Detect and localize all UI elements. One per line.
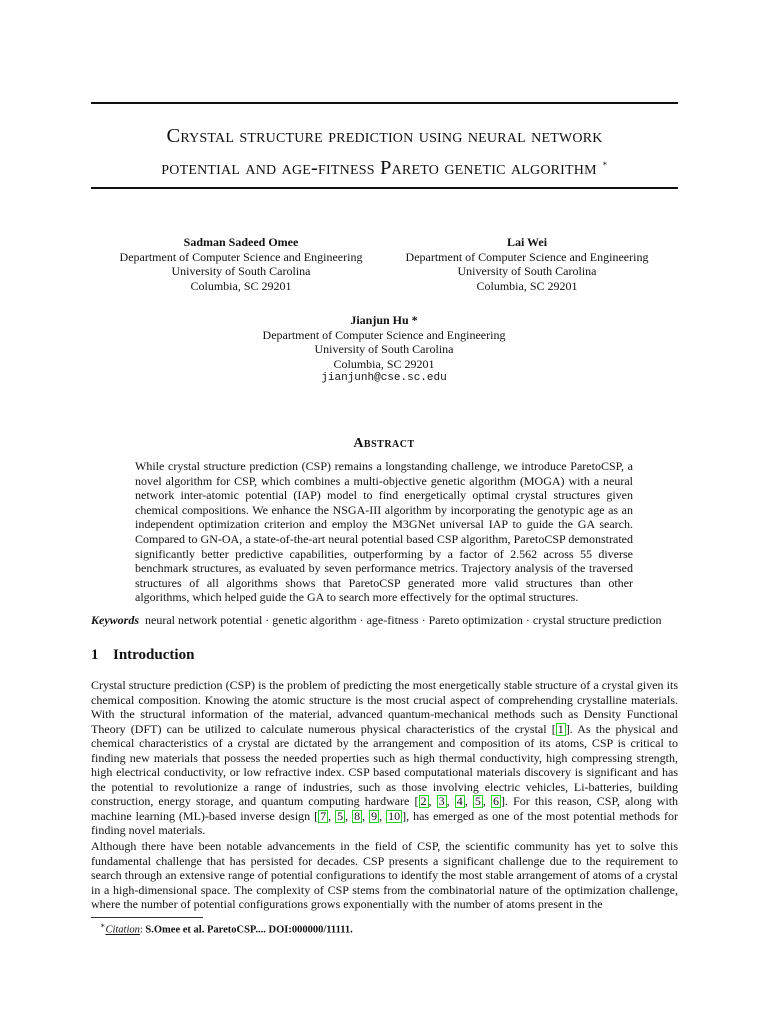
author-city: Columbia, SC 29201: [476, 278, 578, 293]
citation-link[interactable]: 3: [438, 794, 445, 809]
paper-title: [91, 122, 678, 182]
author-block-3: [234, 313, 534, 386]
citation-link[interactable]: 5: [337, 808, 344, 823]
title-line-1: Crystal structure prediction using neural network: [166, 125, 603, 147]
author-block-1: [106, 235, 376, 293]
abstract-body: While crystal structure prediction (CSP) remains a longstanding challenge, we introduce ParetoCSP, a novel algorithm for CSP, which combines a multi-objective genetic algorithm (MOGA) with a neural network inter-atomic potential (IAP) model to find energetically optimal crystal structures given chemical compositions. We enhance the NSGA-III algorithm by incorporating the genotypic age as an independent optimization criterion and employ the M3GNet universal IAP to guide the GA search. Compared to GN-OA, a state-of-the-art neural potential based CSP algorithm, ParetoCSP demonstrated significantly better predictive capabilities, outperforming by a factor of 2.562 across 55 diverse benchmark structures, as evaluated by seven performance metrics. Trajectory analysis of the traversed structures of all algorithms shows that ParetoCSP generated more valid structures than other algorithms, which helped guide the GA to search more effectively for the optimal structures.: [135, 459, 633, 605]
keywords-list: neural network potential · genetic algorithm · age-fitness · Pareto optimization · crystal structure prediction: [145, 613, 662, 627]
author-university: University of South Carolina: [314, 342, 454, 356]
title-line-2: potential and age-fitness Pareto genetic algorithm: [161, 156, 597, 179]
author-city: Columbia, SC 29201: [190, 278, 292, 293]
citation-link[interactable]: 6: [493, 794, 500, 809]
section-number: 1: [91, 647, 99, 663]
intro-paragraph-1: Crystal structure prediction (CSP) is the problem of predicting the most energetically stable structure of a crystal given its chemical composition. Knowing the atomic structure is the most crucial aspect of comprehending crystalline materials. With the structural information of the material, advanced quantum-mechanical methods such as Density Functional Theory (DFT) can be utilized to calculate numerous physical characteristics of the crystal [ 1 ]. As the physical and chemical characteristics of a crystal are dictated by the arrangement and composition of its atoms, CSP is critical to finding new materials that possess the needed properties such as high thermal conductivity, high compressing strength, high electrical conductivity, or low refractive index. CSP based computational materials discovery is significant and has the potential to revolutionize a range of industries, such as those involving electric vehicles, Li-batteries, building construction, energy storage, and quantum computing hardware [ 2 , 3 , 4 , 5 , 6 ]. For this reason, CSP, along with machine learning (ML)-based inverse design [ 7 , 5 , 8 , 9 , 10 ], has emerged as one of the most potential methods for finding novel materials.: [91, 678, 679, 838]
section-title: Introduction: [113, 647, 195, 663]
citation-link[interactable]: 8: [354, 808, 361, 823]
author-university: University of South Carolina: [457, 264, 597, 278]
author-university: University of South Carolina: [171, 264, 311, 278]
citation-link[interactable]: 9: [371, 808, 378, 823]
author-department: Department of Computer Science and Engineering: [405, 249, 649, 264]
title-footnote-mark: ∗: [602, 159, 608, 168]
author-block-2: [392, 235, 662, 293]
footnote: [100, 919, 353, 937]
intro-paragraph-2: Although there have been notable advancements in the field of CSP, the scientific community has yet to solve this fundamental challenge that has persisted for decades. CSP presents a significant challenge due to the requirement to search through an extensive range of potential configurations to identify the most stable arrangement of atoms of a crystal in a high-dimensional space. The complexity of CSP stems from the combinatorial nature of the optimization challenge, where the number of potential configurations grows exponentially with the number of atoms present in the: [91, 839, 678, 912]
paragraph-text: . For this reason, CSP, along with machine learning (ML)-based inverse design: [91, 794, 679, 823]
author-email-link[interactable]: jianjunh@cse.sc.edu: [321, 372, 447, 384]
footnote-text: S.Omee et al. ParetoCSP.... DOI:000000/11111.: [145, 924, 353, 936]
footnote-mark: ∗: [100, 921, 106, 930]
footnote-citation-label: Citation: [105, 924, 140, 936]
citation-link[interactable]: 1: [557, 721, 564, 736]
citation-link[interactable]: 4: [456, 794, 463, 809]
citation-link[interactable]: 2: [420, 794, 427, 809]
author-name: Sadman Sadeed Omee: [183, 235, 299, 249]
paragraph-text: Crystal structure prediction (CSP) is the problem of predicting the most energetically stable structure of a crystal given its chemical composition. Knowing the atomic structure is the most crucial aspect of comprehending crystalline materials. With the structural information of the material, advanced quantum-mechanical methods such as Density Functional Theory (DFT) can be utilized to calculate numerous physical characteristics of the crystal: [91, 678, 678, 736]
author-department: Department of Computer Science and Engineering: [119, 249, 363, 264]
footnote-rule: [91, 917, 203, 918]
top-rule: [91, 102, 678, 104]
footnote-colon: :: [139, 924, 143, 936]
author-name: Jianjun Hu *: [350, 313, 418, 327]
section-heading: [91, 647, 194, 664]
paragraph-text: , has emerged as one of the most potential methods for finding novel materials.: [91, 808, 678, 838]
keywords-label: Keywords: [91, 613, 139, 627]
keywords-line: [91, 613, 686, 628]
paragraph-text: . As the physical and chemical characteristics of a crystal are dictated by the arrangement and composition of its atoms, CSP is critical to finding new materials that possess the needed properties such as high thermal conductivity, high compressing strength, high electrical conductivity, or low refractive index. CSP based computational materials discovery is significant and has the potential to revolutionize a range of industries, such as those involving electric vehicles, Li-batteries, building construction, energy storage, and quantum computing hardware: [91, 721, 679, 809]
citation-link[interactable]: 10: [388, 808, 401, 823]
author-city: Columbia, SC 29201: [333, 356, 435, 371]
title-bottom-rule: [91, 187, 678, 189]
abstract-heading: Abstract: [353, 436, 415, 451]
citation-link[interactable]: 7: [320, 808, 327, 823]
citation-link[interactable]: 5: [474, 794, 481, 809]
author-name: Lai Wei: [506, 235, 548, 249]
author-department: Department of Computer Science and Engineering: [262, 327, 506, 342]
